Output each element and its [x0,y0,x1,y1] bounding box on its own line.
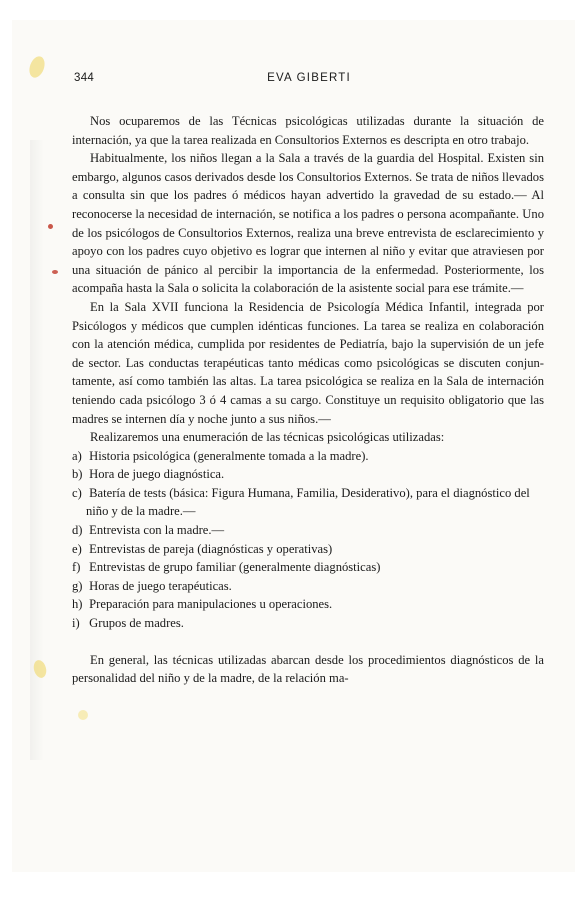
paragraph: En la Sala XVII funciona la Residencia de Psicología Médica Infantil, integrada por Psicólogos y médicos que cumplen idénticas funciones. La tarea se realiza en colaboración con la atención médica, cumplida por residentes de Pediatría, bajo la supervisión de un jefe de sector. Las conductas terapéuticas tanto médicas como psicológicas se discuten conjuntamente, así como también las altas. La tarea psicológica se realiza en la Sala de internación teniendo cada psicólogo 3 ó 4 camas a su cargo. Constituye un requisito obligatorio que las madres se internen día y noche junto a sus niños.— [72,299,544,426]
paragraph: Habitualmente, los niños llegan a la Sala a través de la guardia del Hospital. Existen sin embargo, algunos casos derivados desde los Consultorios Externos. Se trata de niños llevados a consulta sin que los padres ó médicos hayan advertido la gravedad de su estado.— Al reconocerse la necesidad de internación, se notifica a los padres o persona acompañante. Uno de los psicólogos de Consultorios Externos, realiza una breve entrevista de esclarecimiento y apoyo con los padres cuyo objetivo es lograr que internen al niño y evitar que atraviesen por una situación de pánico al percibir la importancia de la enfermedad. Posteriormente, los acompaña hasta la Sala o solicita la colaboración de la asistente social para ese trámite.— [72,151,544,296]
list-item [72,614,544,633]
list-marker: c) [72,485,82,500]
page-number: 344 [74,72,95,84]
list-item-text: Entrevistas de grupo familiar (generalmente diagnósticas) [89,560,381,575]
list-item-text: Historia psicológica (generalmente tomada a la madre). [89,448,369,463]
list-marker: f) [72,560,81,575]
list-item-text: Preparación para manipulaciones u operaciones. [89,597,333,612]
list-marker: g) [72,578,83,593]
list-item-text: Entrevista con la madre.— [89,523,225,538]
list-item-text: Grupos de madres. [89,616,184,631]
list-marker: a) [72,448,82,463]
list-marker: h) [72,597,83,612]
list-item [72,577,544,596]
section-gap [72,633,544,651]
list-marker: b) [72,467,83,482]
list-item [72,447,544,466]
list-item [72,484,544,521]
list-item [72,595,544,614]
list-item-text: Batería de tests (básica: Figura Humana, Familia, Desiderativo), para el diagnóstico del niño y de la madre.— [86,485,530,519]
yellow-stain [78,710,88,720]
list-marker: i) [72,616,80,631]
page-header [74,72,544,90]
red-mark [48,224,53,229]
running-head: EVA GIBERTI [267,72,351,84]
list-marker: d) [72,523,83,538]
list-item [72,465,544,484]
page-body [72,112,544,688]
list-item [72,521,544,540]
list-item-text: Hora de juego diagnóstica. [89,467,225,482]
list-intro: Realizaremos una enumeración de las técnicas psicológicas utilizadas: [90,430,445,445]
list-marker: e) [72,541,82,556]
yellow-stain [27,54,48,79]
paragraph: Nos ocuparemos de las Técnicas psicológicas utilizadas durante la situación de internación, ya que la tarea realizada en Consultorios Externos es descripta en otro trabajo. [72,114,544,147]
red-mark [52,270,58,274]
list-item [72,540,544,559]
list-item-text: Horas de juego terapéuticas. [89,578,232,593]
technique-list [72,447,544,633]
closing-paragraph: En general, las técnicas utilizadas abarcan desde los procedimientos diagnósticos de la personalidad del niño y de la madre, de la relación ma- [72,652,544,686]
list-item [72,558,544,577]
list-item-text: Entrevistas de pareja (diagnósticas y operativas) [89,541,333,556]
